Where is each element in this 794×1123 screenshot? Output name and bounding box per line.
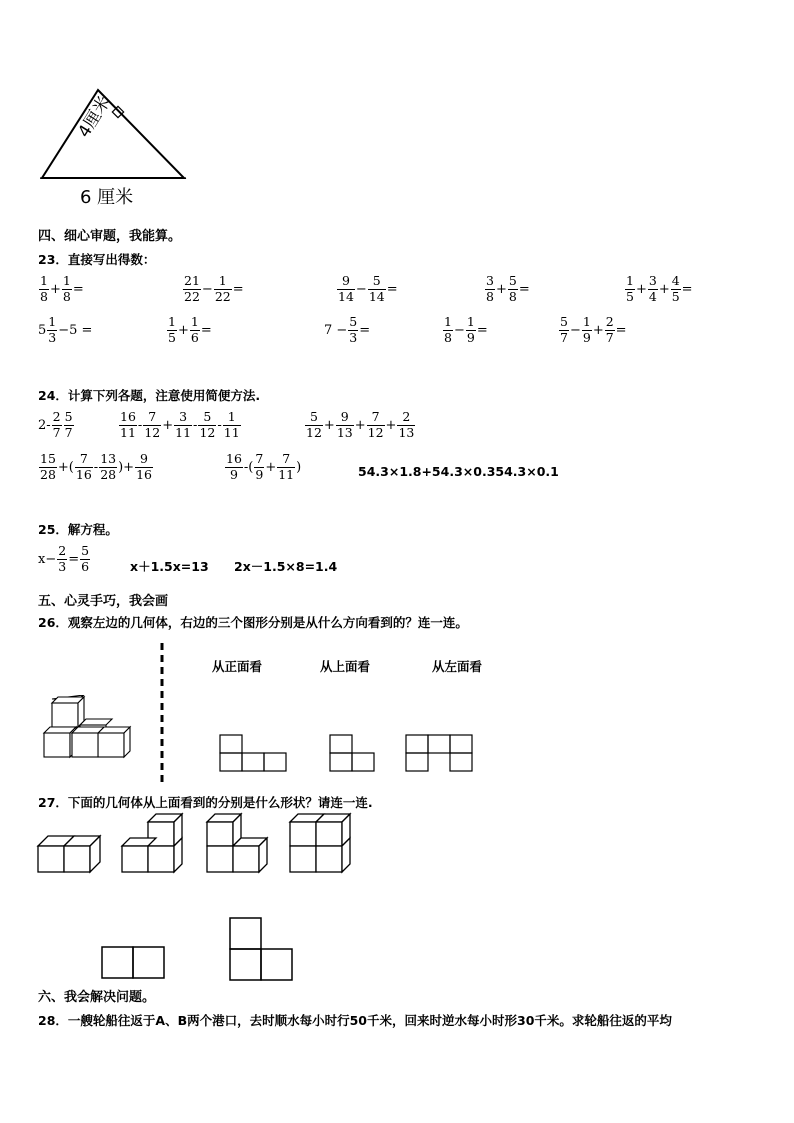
fraction: [223, 410, 241, 440]
denominator: 13: [336, 424, 353, 440]
expression-text: =: [518, 281, 530, 297]
denominator: 5: [626, 288, 634, 304]
q24-decimal-expression: 54.3×1.8+54.3×0.354.3×0.1: [358, 464, 559, 479]
view-shape-3: [405, 734, 475, 774]
expression-text: +(: [57, 459, 74, 475]
expression-text: +: [162, 417, 174, 433]
expression-text: -: [217, 417, 222, 433]
q25-equation-1: [38, 544, 128, 588]
numerator: 1: [40, 273, 48, 288]
numerator: 5: [309, 409, 318, 424]
numerator: 7: [255, 451, 264, 466]
expression: [324, 315, 370, 345]
fraction: [559, 315, 569, 345]
q27-top-view-2: [228, 916, 294, 982]
denominator: 16: [136, 466, 152, 482]
expression-text: +: [385, 417, 397, 433]
q27-top-view-1: [100, 945, 166, 981]
expression-text: -: [193, 417, 198, 433]
expression-text: −5 =: [58, 322, 93, 338]
q27-solid-2: [120, 812, 186, 876]
q24-row1-item: [304, 410, 416, 440]
denominator: 7: [52, 424, 61, 440]
q23-row1-item: [182, 274, 244, 304]
denominator: 8: [40, 288, 48, 304]
q24-row1-item: [118, 410, 242, 440]
q23-row2: [38, 315, 758, 359]
expression-text: =: [681, 281, 693, 297]
view-label-left: 从左面看: [432, 659, 483, 674]
numerator: 9: [341, 273, 350, 288]
q25-equation-2: x＋1.5x=13: [130, 559, 209, 574]
q23-row1-item: [624, 274, 693, 304]
fraction: [183, 274, 201, 304]
expression-text: +: [265, 459, 277, 475]
expression-text: =: [476, 322, 488, 338]
base-label: 6 厘米: [80, 187, 134, 208]
section-4-heading: 四、细心审题，我能算。: [38, 229, 182, 244]
expression-text: −: [569, 322, 581, 338]
expression: [38, 544, 128, 574]
numerator: 21: [184, 273, 200, 288]
denominator: 14: [368, 288, 385, 304]
numerator: 2: [605, 314, 614, 329]
numerator: 7: [371, 409, 380, 424]
expression-text: =: [359, 322, 371, 338]
expression-text: =: [386, 281, 398, 297]
numerator: 3: [486, 273, 494, 288]
expression-text: x−: [38, 551, 57, 567]
fraction: [671, 274, 681, 304]
expression: [166, 315, 212, 345]
denominator: 5: [671, 288, 680, 304]
fraction: [57, 544, 67, 574]
fraction: [64, 410, 74, 440]
numerator: 5: [560, 314, 568, 329]
expression-text: +: [177, 322, 189, 338]
numerator: 2: [58, 543, 67, 558]
numerator: 16: [226, 451, 242, 466]
fraction: [277, 452, 295, 482]
expression-text: 2-: [38, 417, 51, 433]
numerator: 1: [626, 273, 634, 288]
denominator: 6: [190, 329, 199, 345]
expression-text: +: [658, 281, 670, 297]
expression: [558, 315, 627, 345]
numerator: 1: [227, 409, 236, 424]
numerator: 5: [81, 543, 90, 558]
numerator: 1: [190, 314, 199, 329]
expression: [118, 410, 242, 440]
denominator: 3: [349, 329, 358, 345]
denominator: 9: [582, 329, 591, 345]
fraction: [337, 274, 355, 304]
view-shape-1: [219, 734, 289, 774]
q23-row2-item: [166, 315, 212, 345]
q23-title: 23．直接写出得数：: [38, 252, 156, 267]
q23-row1: [38, 274, 758, 318]
fraction: [225, 452, 243, 482]
denominator: 22: [214, 288, 231, 304]
fraction: [167, 315, 177, 345]
expression-text: -: [93, 459, 99, 475]
expression: [484, 274, 530, 304]
expression: [182, 274, 244, 304]
denominator: 6: [81, 558, 90, 574]
denominator: 5: [168, 329, 176, 345]
numerator: 7: [282, 451, 291, 466]
numerator: 1: [168, 314, 176, 329]
numerator: 5: [203, 409, 212, 424]
expression-text: -: [137, 417, 143, 433]
q27-solid-4: [288, 812, 354, 876]
denominator: 28: [100, 466, 117, 482]
denominator: 9: [466, 329, 475, 345]
denominator: 4: [648, 288, 657, 304]
fraction: [143, 410, 161, 440]
expression-text: +: [592, 322, 604, 338]
denominator: 12: [144, 424, 161, 440]
fraction: [52, 410, 62, 440]
expression: [224, 452, 301, 482]
numerator: 5: [64, 409, 73, 424]
numerator: 5: [349, 314, 358, 329]
numerator: 9: [140, 451, 148, 466]
q23-row1-item: [336, 274, 398, 304]
denominator: 9: [229, 466, 238, 482]
numerator: 3: [648, 273, 657, 288]
denominator: 11: [278, 466, 295, 482]
expression-text: +: [323, 417, 335, 433]
numerator: 3: [179, 409, 188, 424]
expression-text: +: [49, 281, 61, 297]
view-label-top: 从上面看: [320, 659, 371, 674]
denominator: 12: [367, 424, 384, 440]
fraction: [119, 410, 137, 440]
fraction: [190, 315, 200, 345]
denominator: 14: [338, 288, 354, 304]
expression-text: +: [354, 417, 366, 433]
numerator: 5: [372, 273, 381, 288]
q24-row2-item: [224, 452, 301, 482]
view-label-front: 从正面看: [212, 659, 263, 674]
q26-solid-figure: [40, 695, 140, 761]
numerator: 16: [120, 409, 136, 424]
expression: [38, 410, 75, 440]
q25-title: 25．解方程。: [38, 522, 118, 537]
denominator: 8: [486, 288, 494, 304]
fraction: [368, 274, 386, 304]
fraction: [39, 274, 49, 304]
expression-text: =: [68, 551, 80, 567]
expression-text: +: [635, 281, 647, 297]
fraction: [605, 315, 615, 345]
expression: [38, 452, 154, 482]
fraction: [466, 315, 476, 345]
numerator: 2: [52, 409, 61, 424]
expression-text: =: [615, 322, 627, 338]
fraction: [99, 452, 117, 482]
numerator: 1: [444, 314, 452, 329]
expression-text: −: [453, 322, 465, 338]
height-label: 4厘米: [74, 92, 115, 142]
fraction: [508, 274, 518, 304]
expression-text: )+: [118, 459, 135, 475]
numerator: 1: [62, 273, 71, 288]
denominator: 28: [40, 466, 56, 482]
numerator: 7: [79, 451, 88, 466]
q27-solid-3: [205, 812, 271, 876]
denominator: 9: [255, 466, 264, 482]
expression-text: 7 −: [324, 322, 348, 338]
fraction: [648, 274, 658, 304]
expression-text: =: [72, 281, 84, 297]
expression-text: −: [201, 281, 213, 297]
fraction: [39, 452, 57, 482]
denominator: 22: [184, 288, 200, 304]
q26-title: 26．观察左边的几何体，右边的三个图形分别是从什么方向看到的？连一连。: [38, 615, 468, 630]
q24-row2: [38, 452, 368, 496]
q23-row2-item: [38, 315, 92, 345]
fraction: [135, 452, 153, 482]
fraction: [348, 315, 358, 345]
q23-row2-item: [558, 315, 627, 345]
numerator: 1: [466, 314, 475, 329]
denominator: 11: [223, 424, 240, 440]
q27-solid-1: [36, 830, 102, 876]
fraction: [198, 410, 216, 440]
q24-row1-item: [38, 410, 75, 440]
numerator: 4: [671, 273, 680, 288]
expression: [38, 274, 84, 304]
q25-equation-3: 2x－1.5×8=1.4: [234, 559, 338, 574]
denominator: 3: [48, 329, 57, 345]
section-6-heading: 六、我会解决问题。: [38, 990, 156, 1005]
numerator: 1: [582, 314, 591, 329]
expression-text: 5: [38, 322, 47, 338]
numerator: 15: [40, 451, 56, 466]
fraction: [47, 315, 57, 345]
expression-text: -(: [243, 459, 254, 475]
fraction: [305, 410, 323, 440]
q28-title: 28．一艘轮船往返于A、B两个港口，去时顺水每小时行50千米，回来时逆水每小时形30千米。求轮船往返的平均: [38, 1013, 672, 1028]
triangle-figure: [36, 88, 196, 210]
q24-row1: [38, 410, 758, 454]
numerator: 5: [508, 273, 517, 288]
expression: [38, 315, 92, 345]
denominator: 7: [560, 329, 568, 345]
fraction: [625, 274, 635, 304]
q24-title: 24．计算下列各题，注意使用简便方法.: [38, 388, 261, 403]
fraction: [367, 410, 385, 440]
denominator: 8: [508, 288, 517, 304]
fraction: [214, 274, 232, 304]
expression: [336, 274, 398, 304]
q23-row2-item: [324, 315, 370, 345]
expression-text: ): [296, 459, 302, 475]
expression-text: −: [355, 281, 367, 297]
denominator: 7: [605, 329, 614, 345]
denominator: 12: [199, 424, 216, 440]
denominator: 11: [120, 424, 136, 440]
denominator: 7: [64, 424, 73, 440]
expression: [442, 315, 488, 345]
divider-dashed: [160, 643, 164, 783]
fraction: [62, 274, 72, 304]
fraction: [254, 452, 264, 482]
q23-row2-item: [442, 315, 488, 345]
q24-row2-item: [38, 452, 154, 482]
expression: [304, 410, 416, 440]
q27-title: 27．下面的几何体从上面看到的分别是什么形状？请连一连.: [38, 795, 373, 810]
denominator: 3: [58, 558, 67, 574]
numerator: 9: [340, 409, 349, 424]
denominator: 13: [398, 424, 415, 440]
q23-row1-item: [38, 274, 84, 304]
expression: [624, 274, 693, 304]
numerator: 13: [100, 451, 117, 466]
expression-text: +: [495, 281, 507, 297]
denominator: 8: [62, 288, 71, 304]
expression-text: =: [200, 322, 212, 338]
denominator: 8: [444, 329, 452, 345]
expression-text: =: [232, 281, 244, 297]
fraction: [397, 410, 415, 440]
fraction: [582, 315, 592, 345]
numerator: 1: [48, 314, 57, 329]
denominator: 12: [306, 424, 322, 440]
fraction: [336, 410, 354, 440]
denominator: 11: [175, 424, 192, 440]
q23-row1-item: [484, 274, 530, 304]
denominator: 16: [75, 466, 92, 482]
fraction: [80, 544, 90, 574]
numerator: 7: [148, 409, 157, 424]
view-shape-2: [329, 734, 377, 774]
numerator: 1: [218, 273, 227, 288]
fraction: [174, 410, 192, 440]
section-5-heading: 五、心灵手巧，我会画: [38, 594, 169, 609]
fraction: [485, 274, 495, 304]
fraction: [443, 315, 453, 345]
fraction: [75, 452, 93, 482]
numerator: 2: [402, 409, 411, 424]
